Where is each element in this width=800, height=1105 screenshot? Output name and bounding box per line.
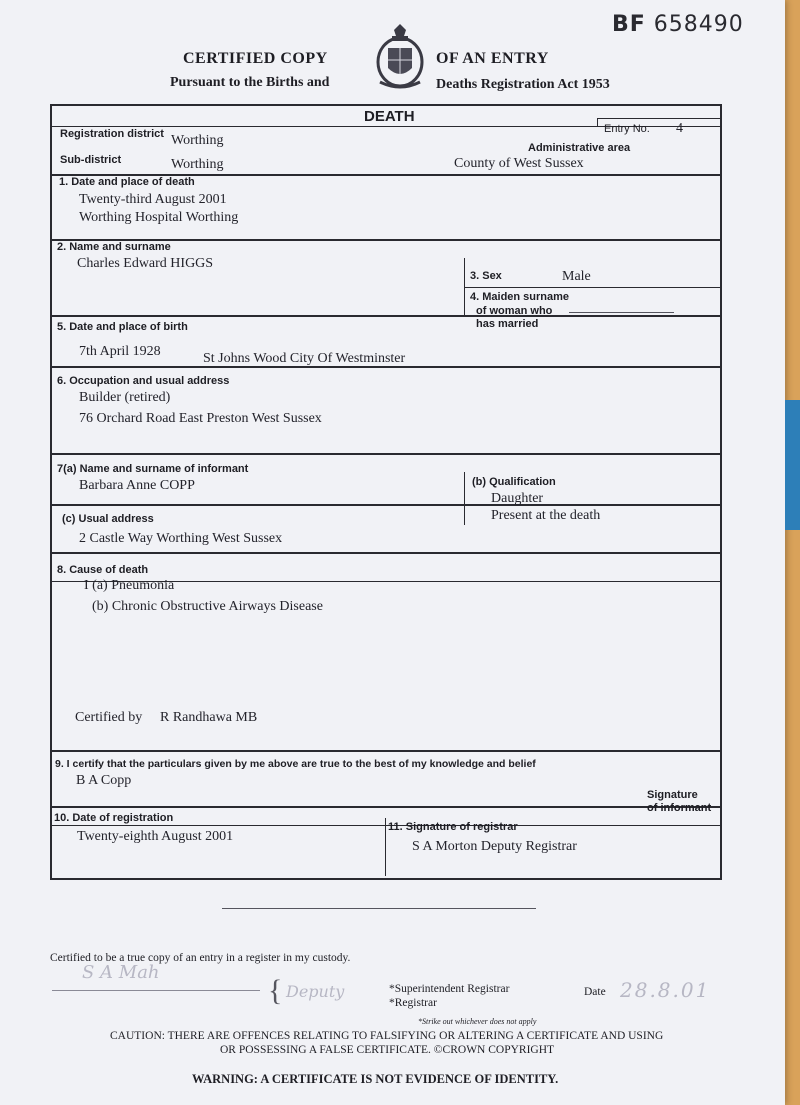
date-of-registration-value: Twenty-eighth August 2001: [77, 829, 234, 844]
entry-no-label: Entry No.: [604, 123, 650, 135]
registration-district-value: Worthing: [171, 133, 224, 148]
deputy-stamp: Deputy: [286, 982, 345, 1001]
strike-out-note: *Strike out whichever does not apply: [418, 1017, 537, 1026]
identity-warning: WARNING: A CERTIFICATE IS NOT EVIDENCE OF IDENTITY.: [192, 1072, 559, 1086]
serial-digits: 658490: [653, 12, 744, 37]
admin-area-label: Administrative area: [528, 142, 631, 154]
sex-label: 3. Sex: [470, 270, 502, 282]
maiden-surname-label-2: of woman who: [476, 305, 553, 317]
informant-label: 7(a) Name and surname of informant: [57, 463, 249, 475]
sex-value: Male: [562, 269, 591, 284]
cause-b-value: (b) Chronic Obstructive Airways Disease: [92, 599, 323, 614]
sub-district-value: Worthing: [171, 157, 224, 172]
background-object: [785, 400, 800, 530]
header-left-line2: Pursuant to the Births and: [170, 75, 330, 90]
date-place-death-label: 1. Date and place of death: [59, 176, 195, 188]
certified-by-label: Certified by: [75, 710, 143, 725]
superintendent-registrar-label: *Superintendent Registrar: [389, 983, 510, 995]
registrar-label: *Registrar: [389, 997, 437, 1009]
header-right-line1: OF AN ENTRY: [436, 50, 549, 67]
cause-a-value: I (a) Pneumonia: [84, 578, 175, 593]
date-of-registration-label: 10. Date of registration: [54, 812, 174, 824]
certification-date: 28.8.01: [620, 978, 711, 1002]
date-label: Date: [584, 986, 606, 998]
royal-crest-icon: [370, 22, 430, 92]
birth-place-value: St Johns Wood City Of Westminster: [203, 351, 406, 366]
informant-address-value: 2 Castle Way Worthing West Sussex: [79, 531, 283, 546]
name-surname-value: Charles Edward HIGGS: [77, 256, 214, 271]
qualification-value-2: Present at the death: [491, 508, 601, 523]
declaration-signature: B A Copp: [76, 773, 132, 788]
registrar-signature-value: S A Morton Deputy Registrar: [412, 839, 577, 854]
maiden-surname-label-3: has married: [476, 318, 539, 330]
certified-by-value: R Randhawa MB: [160, 710, 258, 725]
registrar-signature-label: 11. Signature of registrar: [388, 821, 518, 833]
form-title: DEATH: [364, 108, 415, 125]
birth-date-value: 7th April 1928: [79, 344, 161, 359]
death-entry-form: [50, 104, 722, 880]
declaration-label: 9. I certify that the particulars given by me above are true to the best of my knowledge and belief: [55, 758, 536, 770]
name-surname-label: 2. Name and surname: [57, 241, 171, 253]
informant-address-label: (c) Usual address: [62, 513, 154, 525]
footer-divider: [222, 908, 536, 909]
serial-prefix: BF: [612, 12, 646, 37]
occupation-label: 6. Occupation and usual address: [57, 375, 230, 387]
caution-line-2: OR POSSESSING A FALSE CERTIFICATE. ©CROWN COPYRIGHT: [220, 1044, 555, 1056]
usual-address-value: 76 Orchard Road East Preston West Sussex: [79, 411, 322, 426]
signature-informant-label-1: Signature: [647, 789, 698, 801]
caution-line-1: CAUTION: THERE ARE OFFENCES RELATING TO FALSIFYING OR ALTERING A CERTIFICATE AND USING: [110, 1030, 664, 1042]
certificate-paper: CERTIFIED COPY Pursuant to the Births and OF AN ENTRY Deaths Registration Act 1953 BF 658490 DEATH Entry No. 4 Registration district Worthing Sub-district Worthing Administrative area County of West Sussex 1. Date and place of death Twenty-third August 2001 Worthing Hospital Worthing 2. Name and surname Charles Edward HIGGS 3. Sex Male 4. Maiden surname of woman who has married 5. Date and place of birth 7th April 1928 St Johns Wood City Of Westminster 6. Occupation and usual address Builder (retired) 76 Orchard Road East Preston West Sussex 7(a) Name and surname of informant Barbara Anne COPP (b) Qualification Daughter Present at the death (c) Usual address 2 Castle Way Worthing West Sussex 8. Cause of death I (a) Pneumonia (b) Chronic Obstructive Airways Disease Certified by R Randhawa MB 9. I certify that the particulars given by me above are true to the best of my knowledge and belief B A Copp Signature of informant 10. Date of registration Twenty-eighth August 2001 11. Signature of registrar S A Morton Deputy Registrar Certified to be a true copy of an entry in a register in my custody. S A Mah { Deputy *Superintendent Registrar *Registrar Date 28.8.01 *Strike out whichever does not apply CAUTION: THERE ARE OFFENCES RELATING TO FALSIFYING OR ALTERING A CERTIFICATE AND USING OR POSSESSING A FALSE CERTIFICATE. ©CROWN COPYRIGHT WARNING: A CERTIFICATE IS NOT EVIDENCE OF IDENTITY.: [0, 0, 785, 1105]
certifier-signature: S A Mah: [82, 962, 160, 983]
maiden-surname-label-1: 4. Maiden surname: [470, 291, 570, 303]
place-of-death-value: Worthing Hospital Worthing: [79, 210, 239, 225]
occupation-value: Builder (retired): [79, 390, 171, 405]
cause-of-death-label: 8. Cause of death: [57, 564, 149, 576]
informant-value: Barbara Anne COPP: [79, 478, 195, 493]
birth-label: 5. Date and place of birth: [57, 321, 188, 333]
registration-district-label: Registration district: [60, 128, 164, 140]
qualification-value-1: Daughter: [491, 491, 544, 506]
qualification-label: (b) Qualification: [472, 476, 556, 488]
header-right-line2: Deaths Registration Act 1953: [436, 77, 610, 92]
serial-number: [612, 12, 744, 37]
signature-informant-label-2: of informant: [647, 802, 712, 814]
date-of-death-value: Twenty-third August 2001: [79, 192, 227, 207]
entry-no-value: 4: [676, 121, 683, 136]
sub-district-label: Sub-district: [60, 154, 122, 166]
certified-true-copy-text: Certified to be a true copy of an entry in a register in my custody.: [50, 952, 351, 964]
admin-area-value: County of West Sussex: [454, 156, 584, 171]
header-left-line1: CERTIFIED COPY: [183, 50, 328, 67]
